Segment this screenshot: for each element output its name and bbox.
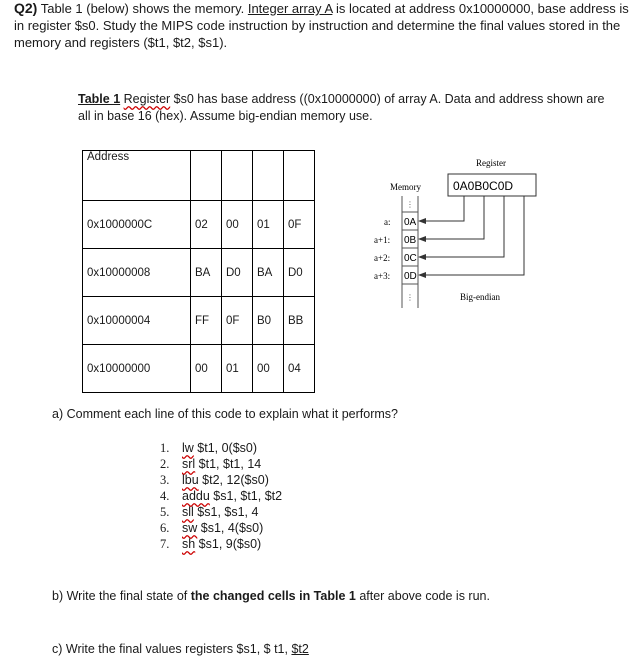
code-line: 5. sll $s1, $s1, 4 [160,505,259,519]
table-row: 0x10000008 BA D0 BA D0 [83,249,315,297]
code-line: 2. srl $t1, $t1, 14 [160,457,262,471]
code-line: 7. sh $s1, 9($s0) [160,537,262,551]
addr-label: a: [384,217,391,227]
svg-text:⋮: ⋮ [406,200,414,209]
addr-label: a+1: [374,235,391,245]
table-row: 0x1000000C 02 00 01 0F [83,201,315,249]
memory-table [82,150,315,393]
register-label: Register [476,158,506,168]
code-list [160,440,282,552]
memory-byte: 0C [404,253,417,264]
addr-label: a+3: [374,271,391,281]
memory-byte: 0A [404,217,417,228]
endian-label: Big-endian [460,292,500,302]
code-line: 1. lw $t1, 0($s0) [160,441,258,455]
part-c-question: c) Write the final values registers $s1, $ t1, $t2 [52,642,309,656]
addr-label: a+2: [374,253,391,263]
table-header-address: Address [83,151,191,201]
table-caption: Table 1 Register $s0 has base address ((0x10000000) of array A. Data and address shown are all in base 16 (hex). Assume big-endian memory use. [78,92,605,123]
code-line: 3. lbu $t2, 12($s0) [160,473,269,487]
code-line: 6. sw $s1, 4($s0) [160,521,264,535]
memory-byte: 0B [404,235,417,246]
register-value: 0A0B0C0D [453,179,514,193]
table-row: 0x10000000 00 01 00 04 [83,345,315,393]
array-link-text: Integer array A [247,1,333,16]
memory-label: Memory [390,182,421,192]
part-a-question: a) Comment each line of this code to explain what it performs? [52,407,399,421]
part-b-question: b) Write the final state of the changed cells in Table 1 after above code is run. [52,589,490,603]
code-line: 4. addu $s1, $t1, $t2 [160,489,283,503]
svg-text:⋮: ⋮ [406,293,414,302]
big-endian-diagram [360,150,560,310]
table-row: 0x10000004 FF 0F B0 BB [83,297,315,345]
question-text: Q2) Table 1 (below) shows the memory. Integer array A is located at address 0x10000000, base address is in register $s0. Study the MIPS code instruction by instruction and determine the final values stored in the memory and registers ($t1, $t2, $s1). [14,0,629,50]
question-label: Q2) [14,0,38,16]
memory-byte: 0D [404,271,417,282]
